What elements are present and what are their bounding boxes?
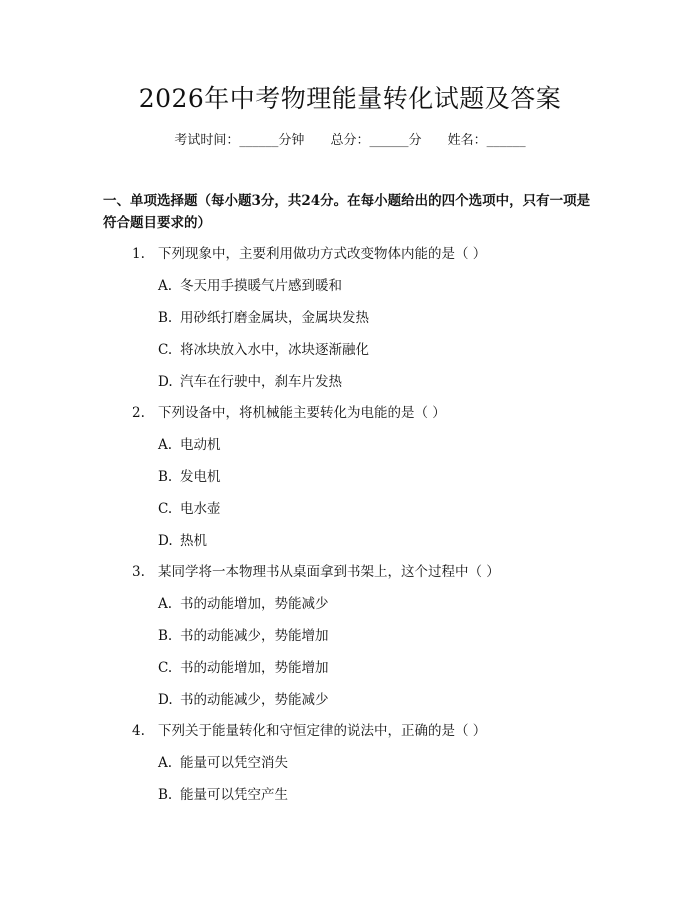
option-text: 书的动能减少，势能增加 bbox=[180, 628, 329, 644]
exam-info-row bbox=[0, 131, 700, 151]
question-4-option-a bbox=[158, 753, 288, 773]
question-1-option-d bbox=[158, 372, 342, 392]
question-text: 下列关于能量转化和守恒定律的说法中，正确的是（ ） bbox=[158, 723, 487, 739]
question-3-option-b bbox=[158, 626, 329, 646]
option-text: 电动机 bbox=[180, 437, 221, 453]
question-4-option-b bbox=[158, 785, 288, 805]
option-text: 能量可以凭空产生 bbox=[180, 787, 288, 803]
option-letter: B. bbox=[158, 469, 173, 485]
option-text: 能量可以凭空消失 bbox=[180, 755, 288, 771]
question-number: 1. bbox=[132, 246, 145, 262]
option-letter: C. bbox=[158, 501, 173, 517]
option-text: 用砂纸打磨金属块，金属块发热 bbox=[180, 310, 369, 326]
question-4 bbox=[132, 721, 486, 741]
option-text: 汽车在行驶中，刹车片发热 bbox=[180, 374, 342, 390]
option-letter: D. bbox=[158, 533, 173, 549]
question-text: 某同学将一本物理书从桌面拿到书架上，这个过程中（ ） bbox=[158, 564, 500, 580]
option-letter: B. bbox=[158, 628, 173, 644]
option-text: 发电机 bbox=[180, 469, 221, 485]
option-letter: A. bbox=[158, 596, 173, 612]
question-1-option-a bbox=[158, 276, 342, 296]
section-heading-single-choice: 一、单项选择题（每小题3分，共24分。在每小题给出的四个选项中，只有一项是符合题目要求的） bbox=[103, 193, 591, 231]
student-name-field: 姓名：______ bbox=[447, 133, 526, 148]
question-1-option-c bbox=[158, 340, 369, 360]
option-letter: B. bbox=[158, 310, 173, 326]
option-letter: C. bbox=[158, 342, 173, 358]
question-2 bbox=[132, 403, 446, 423]
option-text: 冬天用手摸暖气片感到暖和 bbox=[180, 278, 342, 294]
option-letter: D. bbox=[158, 692, 173, 708]
question-2-option-c bbox=[158, 499, 221, 519]
question-text: 下列现象中，主要利用做功方式改变物体内能的是（ ） bbox=[158, 246, 487, 262]
option-letter: C. bbox=[158, 660, 173, 676]
option-letter: B. bbox=[158, 787, 173, 803]
question-1 bbox=[132, 244, 486, 264]
question-3 bbox=[132, 562, 500, 582]
option-text: 书的动能增加，势能增加 bbox=[180, 660, 329, 676]
option-letter: A. bbox=[158, 278, 173, 294]
option-text: 书的动能减少，势能减少 bbox=[180, 692, 329, 708]
question-3-option-c bbox=[158, 658, 329, 678]
option-text: 热机 bbox=[180, 533, 207, 549]
question-number: 3. bbox=[132, 564, 145, 580]
question-2-option-a bbox=[158, 435, 221, 455]
total-score-field: 总分：______分 bbox=[330, 133, 422, 148]
option-letter: D. bbox=[158, 374, 173, 390]
question-number: 4. bbox=[132, 723, 145, 739]
option-text: 将冰块放入水中，冰块逐渐融化 bbox=[180, 342, 369, 358]
question-2-option-b bbox=[158, 467, 221, 487]
question-2-option-d bbox=[158, 531, 207, 551]
exam-time-field: 考试时间：______分钟 bbox=[174, 133, 305, 148]
question-text: 下列设备中，将机械能主要转化为电能的是（ ） bbox=[158, 405, 446, 421]
exam-title: 2026年中考物理能量转化试题及答案 bbox=[138, 84, 562, 113]
option-letter: A. bbox=[158, 755, 173, 771]
question-3-option-a bbox=[158, 594, 329, 614]
option-text: 书的动能增加，势能减少 bbox=[180, 596, 329, 612]
question-1-option-b bbox=[158, 308, 369, 328]
question-3-option-d bbox=[158, 690, 329, 710]
option-text: 电水壶 bbox=[180, 501, 221, 517]
question-number: 2. bbox=[132, 405, 145, 421]
option-letter: A. bbox=[158, 437, 173, 453]
